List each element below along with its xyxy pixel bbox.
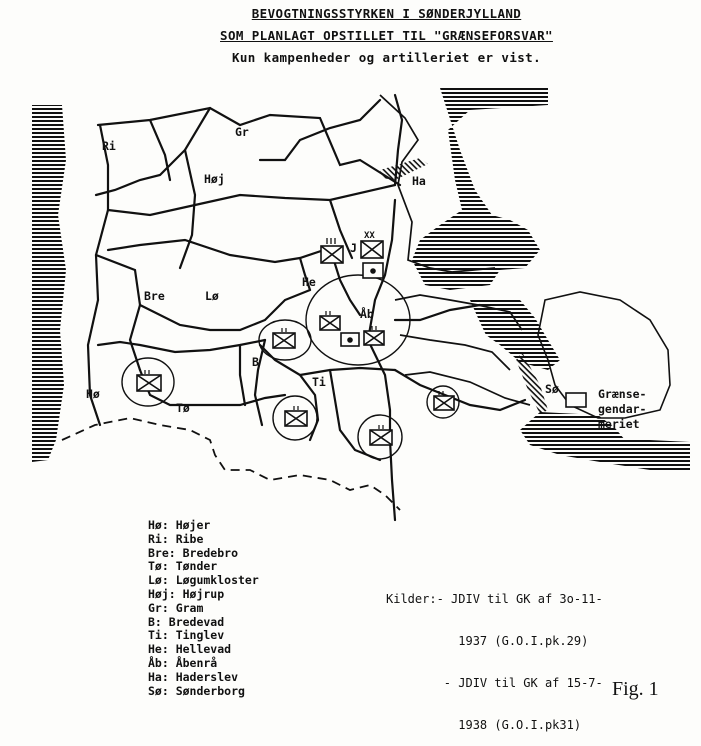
legend-item: Ri: Ribe — [148, 531, 204, 546]
label-gr: Gr — [235, 125, 249, 139]
unit-symbol-ho — [137, 375, 161, 391]
map-title-line-2: SOM PLANLAGT OPSTILLET TIL "GRÆNSEFORSVAR" — [220, 28, 553, 43]
label-ha: Ha — [412, 174, 426, 188]
label-bre: Bre — [144, 289, 165, 303]
unit-symbol-regiment-j — [321, 238, 343, 263]
label-gendarmeri-3: meriet — [598, 417, 640, 431]
label-he: He — [302, 275, 316, 289]
legend-item: He: Hellevad — [148, 642, 232, 657]
legend-item: Bre: Bredebro — [148, 545, 239, 560]
legend — [148, 519, 259, 698]
legend-item: Sø: Sønderborg — [148, 683, 245, 698]
sources-line-1: Kilder:- JDIV til GK af 3o-11- — [386, 592, 603, 606]
unit-symbol-artillery-j — [363, 263, 383, 278]
label-to: Tø — [176, 401, 190, 415]
label-ho: Hø — [86, 387, 100, 401]
label-ab: Åb — [360, 307, 374, 321]
label-gendarmeri-2: gendar- — [598, 402, 647, 416]
unit-symbol-division-j — [361, 231, 383, 258]
legend-item: Ha: Haderslev — [148, 669, 239, 684]
east-sea-middle — [470, 300, 560, 370]
label-hoj: Høj — [204, 172, 225, 186]
unit-symbol-east — [434, 396, 454, 410]
unit-symbol-gendarmeri — [566, 393, 586, 407]
sources-line-2: 1937 (G.O.I.pk.29) — [386, 634, 589, 648]
label-b: B — [252, 355, 259, 369]
map-title-line-1: BEVOGTNINGSSTYRKEN I SØNDERJYLLAND — [251, 6, 522, 21]
label-ri: Ri — [102, 139, 116, 153]
sources-block — [386, 564, 603, 746]
label-ti: Ti — [312, 375, 326, 389]
border-line — [62, 418, 400, 510]
unit-symbol-ab-east — [364, 331, 384, 345]
label-gendarmeri-1: Grænse- — [598, 387, 647, 401]
unit-symbol-b — [273, 333, 295, 348]
unit-symbol-ab-artillery — [341, 333, 359, 346]
east-sea-north — [412, 88, 548, 290]
unit-symbol-ti — [285, 411, 307, 426]
legend-item: B: Bredevad — [148, 614, 225, 629]
legend-item: Høj: Højrup — [148, 586, 225, 601]
sources-line-3: - JDIV til GK af 15-7- — [386, 676, 603, 690]
legend-item: Åb: Åbenrå — [148, 655, 218, 670]
label-so: Sø — [545, 382, 559, 396]
figure-label: Fig. 1 — [612, 678, 659, 700]
legend-item: Gr: Gram — [148, 600, 204, 615]
legend-item: Lø: Løgumkloster — [148, 573, 259, 588]
legend-item: Tø: Tønder — [148, 559, 218, 574]
west-sea — [32, 105, 66, 462]
unit-symbol-ab-west — [320, 316, 340, 330]
legend-item: Hø: Højer — [148, 518, 211, 532]
map-subtitle: Kun kampenheder og artilleriet er vist. — [231, 50, 542, 65]
unit-symbol-south — [370, 430, 392, 445]
label-j: J — [350, 241, 357, 255]
svg-text:XX: XX — [364, 231, 375, 241]
legend-item: Ti: Tinglev — [148, 628, 225, 643]
sources-line-4: 1938 (G.O.I.pk31) — [386, 718, 582, 732]
label-lo: Lø — [205, 289, 219, 303]
